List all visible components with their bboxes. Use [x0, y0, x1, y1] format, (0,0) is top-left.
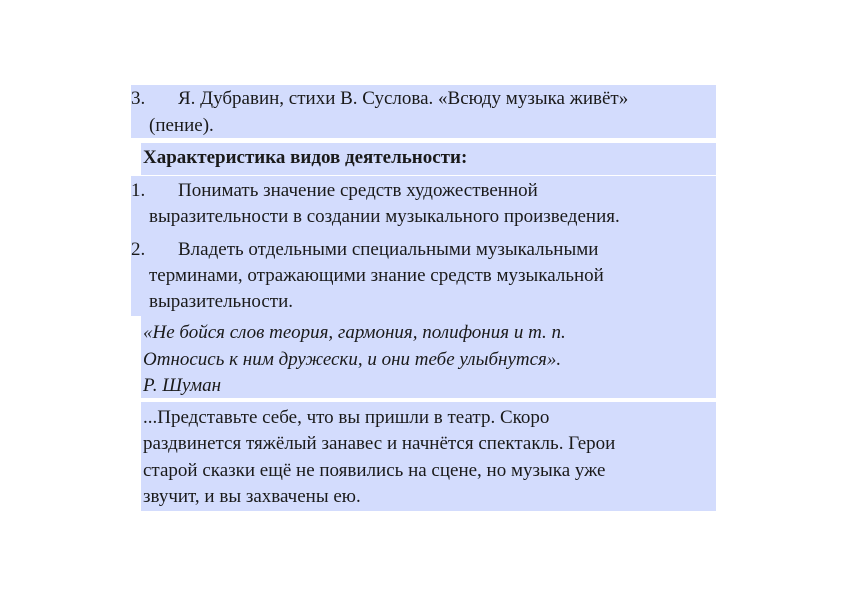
- section-heading: Характеристика видов деятельности:: [143, 147, 468, 168]
- list-number-3: 3.: [131, 88, 146, 109]
- list-item-2-line2: терминами, отражающими знание средств музыкальной: [149, 265, 604, 286]
- paragraph-line1: ...Представьте себе, что вы пришли в театр. Скоро: [143, 407, 550, 428]
- list-item-1-line1: Понимать значение средств художественной: [178, 180, 538, 201]
- list-number-2: 2.: [131, 239, 146, 260]
- quote-author: Р. Шуман: [143, 375, 222, 396]
- list-item-1-line2: выразительности в создании музыкального произведения.: [149, 206, 620, 227]
- list-item-2-line1: Владеть отдельными специальными музыкальными: [178, 239, 599, 260]
- list-number-1: 1.: [131, 180, 146, 201]
- paragraph-line4: звучит, и вы захвачены ею.: [143, 486, 361, 507]
- paragraph-line3: старой сказки ещё не появились на сцене, но музыка уже: [143, 460, 606, 481]
- quote-line2: Относись к ним дружески, и они тебе улыбнутся».: [143, 349, 562, 370]
- paragraph-line2: раздвинется тяжёлый занавес и начнётся спектакль. Герои: [143, 433, 616, 454]
- list-item-2-line3: выразительности.: [149, 291, 294, 312]
- quote-line1: «Не бойся слов теория, гармония, полифония и т. п.: [143, 322, 566, 343]
- list-item-3-line1: Я. Дубравин, стихи В. Суслова. «Всюду музыка живёт»: [178, 88, 629, 109]
- list-item-3-line2: (пение).: [149, 115, 214, 136]
